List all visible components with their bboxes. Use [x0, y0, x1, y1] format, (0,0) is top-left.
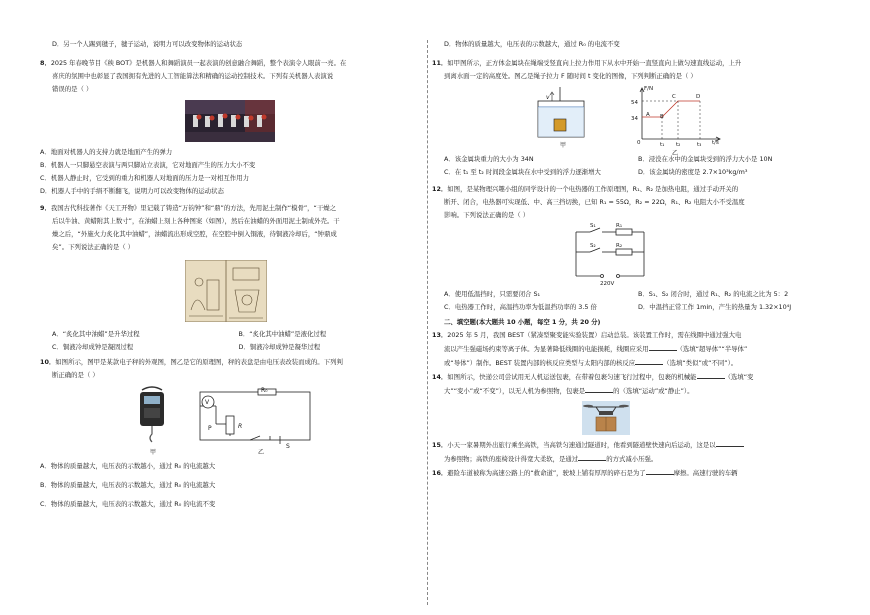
option-c: C．电热器工作时，高温挡功率为低温挡功率的 3.5 倍: [444, 303, 597, 311]
question-number: 14．: [432, 373, 448, 381]
section-title: 二、填空题(本大题共 10 小题，每空 1 分，共 20 分): [444, 318, 601, 326]
voltmeter-label: V: [205, 399, 210, 406]
resistor-r0-label: R₀: [261, 387, 268, 394]
question-14: [432, 370, 832, 435]
question-10: [40, 356, 425, 511]
question-stem: 错误的是（ ）: [52, 85, 93, 93]
question-stem: 如图所示，图甲是某款电子秤的外观图，图乙是它的原理图，秤的表盘是由电压表改装而成的。下列判: [55, 358, 343, 366]
question-number: 8．: [40, 59, 51, 67]
graph-tick-t2: t₂: [676, 142, 681, 148]
answer-blank[interactable]: [716, 438, 744, 447]
answer-blank[interactable]: [646, 466, 674, 475]
graph-origin: 0: [637, 140, 641, 146]
option-c: C．铜液冷却成钟是凝固过程: [52, 343, 134, 351]
switch-s-label: S: [286, 443, 290, 450]
option-d: D．铜液冷却成钟是凝华过程: [238, 343, 321, 351]
graph-point-a: A: [646, 112, 650, 118]
options-row: [444, 166, 832, 179]
question-stem: 大”“变小”或“不变”），以无人机为参照物，包裹是: [444, 387, 586, 395]
option-a: A．使用低温挡时，只需要闭合 S₁: [444, 290, 541, 298]
graph-tick-t3: t₃: [697, 142, 702, 148]
question-stem: 的（选填“运动”或“静止”）。: [613, 387, 694, 395]
voltage-label: 220V: [600, 281, 615, 287]
question-stem: 小天一家暑期外出旅行乘坐高铁，当高铁匀速通过隧道时，他看到隧道壁快速向后运动，这是以: [447, 441, 716, 449]
question-number: 9．: [40, 204, 51, 212]
graph-tick-t1: t₁: [660, 142, 665, 148]
left-column: [40, 38, 425, 511]
option-d: D．中温挡正常工作 1min，产生的热量为 1.32×10⁴J: [638, 303, 792, 311]
answer-blank[interactable]: [585, 384, 613, 393]
question-13: [432, 329, 832, 370]
q7-option-d: D．另一个人踢到毽子，毽子运动，说明力可以改变物体的运动状态: [52, 40, 243, 48]
option-a: A．该金属块重力的大小为 34N: [444, 155, 534, 163]
question-number: 12．: [432, 185, 448, 193]
option-b: B．S₁、S₂ 闭合时，通过 R₁、R₂ 的电流之比为 5：2: [638, 290, 789, 298]
question-stem: 矣”。下列说法正确的是（ ）: [52, 243, 135, 251]
options-row: [444, 288, 832, 301]
graph-point-d: D: [696, 94, 701, 100]
question-stem: 2025 年春晚节目《秧 BOT》是机器人和舞蹈演员一起表演的创意融合舞蹈，整个表演令人眼前一亮。在: [50, 59, 347, 67]
velocity-label: v: [546, 94, 550, 101]
option-b: B．物体的质量越大，电压表的示数越大，通过 R₀ 的电流越大: [40, 481, 216, 489]
option-b: B．“炙化其中油蜡”是液化过程: [238, 330, 327, 338]
question-9: [40, 202, 425, 354]
resistor-r2-label: R₂: [616, 243, 623, 249]
switch-s2-label: S₂: [590, 243, 596, 249]
q10-option-d: D．物体的质量越大，电压表的示数越大，通过 R₀ 的电流不变: [444, 40, 620, 48]
resistor-r-label: R: [238, 423, 243, 430]
graph-tick-34: 34: [631, 116, 638, 122]
question-stem: 为参照物；高铁的座椅设计得宽大柔软，是通过: [444, 455, 579, 463]
figure-label-yi: 乙: [258, 449, 265, 456]
question-11: [432, 57, 832, 179]
question-16: [432, 466, 832, 480]
option-b: B．浸没在水中的金属块受到的浮力大小是 10N: [638, 155, 773, 163]
question-12: [432, 183, 832, 314]
graph-y-axis-label: F/N: [644, 86, 654, 92]
question-number: 11．: [432, 59, 448, 67]
ancient-book-illustration: [185, 260, 267, 322]
option-a: A．“炙化其中油蜡”是升华过程: [52, 330, 140, 338]
scale-figures: [40, 386, 425, 458]
option-b: B．机器人一只脚悬空表演与两只脚站立表演，它对地面产生的压力大小不变: [40, 161, 256, 169]
question-stem: 避险车道被称为高速公路上的“救命道”，驶坡上铺有厚厚的碎石是为了: [447, 469, 646, 477]
question-number: 15．: [432, 441, 448, 449]
question-number: 16．: [432, 469, 448, 477]
option-c: C．物体的质量越大，电压表的示数越大，通过 R₀ 的电流不变: [40, 500, 216, 508]
graph-point-c: C: [672, 94, 676, 100]
answer-blank[interactable]: [578, 452, 606, 461]
column-divider: [427, 40, 428, 605]
slider-p-label: P: [208, 425, 212, 432]
question-stem: 喜庆的氛围中也彰显了我国拥有先进的人工智能算法和精确的运动控制技术。下列有关机器人表演说: [52, 72, 334, 80]
question-stem: 或“导体”）制作。BEST 装置内部的核反应类型与太阳内部的核反应: [444, 359, 636, 367]
option-c: C．机器人静止时，它受到的重力和机器人对地面的压力是一对相互作用力: [40, 174, 249, 182]
question-8: [40, 57, 425, 198]
options-row: [444, 301, 832, 314]
figure-label-yi: 乙: [672, 150, 679, 157]
question-stem: 到离水面一定的高度处。图乙是绳子拉力 F 随时间 t 变化的图像，下列判断正确的是（ ）: [444, 72, 697, 80]
switch-s1-label: S₁: [590, 223, 596, 229]
metal-block-figures: [432, 85, 832, 157]
right-column: [432, 38, 832, 480]
option-c: C．在 t₁ 至 t₂ 时间段金属块在水中受到的浮力逐渐增大: [444, 168, 601, 176]
graph-x-axis-label: t/s: [712, 140, 719, 146]
question-stem: （选填“超导体”“半导体”: [676, 345, 748, 353]
water-tank-diagram: [538, 87, 584, 137]
question-stem: 断正确的是（ ）: [52, 371, 99, 379]
figure-label-jia: 甲: [560, 142, 567, 149]
question-stem: 影响。下列说法正确的是（ ）: [444, 211, 530, 219]
question-stem: （选填“变: [724, 373, 754, 381]
graph-tick-54: 54: [631, 100, 638, 106]
drone-delivery-photo: [582, 401, 630, 435]
question-stem: 如图所示，快递公司尝试用无人机运送包裹，在带着包裹匀速飞行过程中，包裹的机械能: [447, 373, 697, 381]
question-stem: 摩擦。高速行驶的车辆: [673, 469, 738, 477]
answer-blank[interactable]: [697, 370, 725, 379]
option-a: A．地面对机器人的支持力就是地面产生的弹力: [40, 148, 173, 156]
answer-blank[interactable]: [649, 342, 677, 351]
question-stem: 后以牛油、黄蜡附其上数寸”，在油蜡上刻上各种图案（如图），然后在油蜡的外面用泥土制成外壳。干: [52, 217, 340, 225]
question-stem: 的方式减小压强。: [606, 455, 658, 463]
option-a: A．物体的质量越大，电压表的示数越小，通过 R₀ 的电流越大: [40, 462, 216, 470]
question-stem: 2025 年 5 月，我国 BEST（紧凑型聚变能实验装置）启动总装。该装置工作时，需在线圈中通过强大电: [447, 331, 742, 339]
question-number: 13．: [432, 331, 448, 339]
question-stem: （选填“类似”或“不同”）。: [663, 359, 738, 367]
question-number: 10．: [40, 358, 56, 366]
robot-dance-photo: [185, 100, 275, 142]
question-stem: 如图，是某物理兴趣小组的同学设计的一个电热器的工作原理图，R₁、R₂ 是加热电阻，通过手动开关的: [447, 185, 739, 193]
electronic-scale-icon: [140, 387, 164, 442]
option-d: D．该金属块的密度是 2.7×10³kg/m³: [638, 168, 748, 176]
graph-point-b: B: [660, 114, 664, 120]
figure-label-jia: 甲: [150, 449, 157, 456]
question-stem: 流以产生强磁场约束等离子体。为显著降低线圈的电能损耗，线圈应采用: [444, 345, 649, 353]
question-stem: 断开、闭合，电热器可实现低、中、高三挡切换，已知 R₁ = 55Ω，R₂ = 22Ω，R₁、R₂ 电阻大小不受温度: [444, 198, 745, 206]
options-row: [52, 328, 425, 341]
options-row: [444, 153, 832, 166]
options-row: [52, 341, 425, 354]
question-stem: 燥之后，“外施火力炙化其中油蜡”，油蜡流出形成空腔，在空腔中倒入铜液，待铜液冷却后，“钟鼎成: [52, 230, 337, 238]
answer-blank[interactable]: [635, 356, 663, 365]
resistor-r1-label: R₁: [616, 223, 623, 229]
question-stem: 如甲图所示，正方体金属块在绳端受竖直向上拉力作用下从水中开始一直竖直向上做匀速直线运动，上升: [447, 59, 742, 67]
option-d: D．机器人手中的手绢不断翻飞，说明力可以改变物体的运动状态: [40, 187, 224, 195]
heater-circuit-diagram: [432, 224, 832, 286]
question-15: [432, 438, 832, 466]
question-stem: 我国古代科技著作《天工开物》里记载了铸造“万钧钟”和“鼎”的方法，先用泥土制作“模骨”，“干燥之: [50, 204, 337, 212]
